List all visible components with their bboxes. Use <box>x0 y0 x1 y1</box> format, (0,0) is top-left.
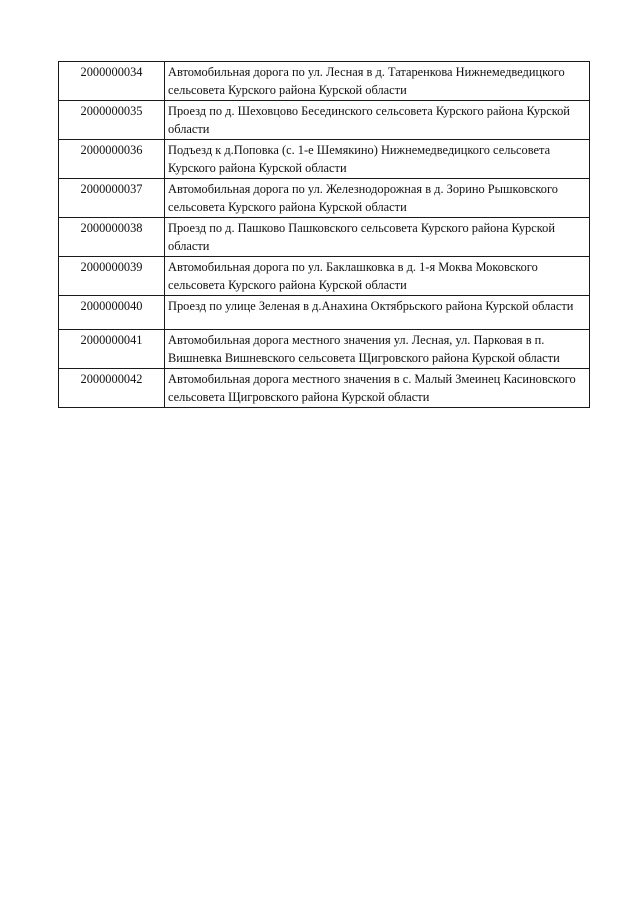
road-code-cell: 2000000041 <box>59 330 165 369</box>
road-code-cell: 2000000040 <box>59 296 165 330</box>
table-row <box>59 62 590 101</box>
road-name-cell: Проезд по д. Шеховцово Бесединского сельсовета Курского района Курской области <box>165 101 590 140</box>
road-name-cell: Проезд по улице Зеленая в д.Анахина Октябрьского района Курской области <box>165 296 590 330</box>
road-code-cell: 2000000034 <box>59 62 165 101</box>
table-row <box>59 140 590 179</box>
table-row <box>59 101 590 140</box>
table-row <box>59 330 590 369</box>
road-code-cell: 2000000036 <box>59 140 165 179</box>
road-code-cell: 2000000037 <box>59 179 165 218</box>
road-name-cell: Подъезд к д.Поповка (с. 1-е Шемякино) Нижнемедведицкого сельсовета Курского района Курской области <box>165 140 590 179</box>
road-name-cell: Автомобильная дорога по ул. Железнодорожная в д. Зорино Рышковского сельсовета Курского района Курской области <box>165 179 590 218</box>
table-row <box>59 218 590 257</box>
road-code-cell: 2000000038 <box>59 218 165 257</box>
road-name-cell: Автомобильная дорога по ул. Лесная в д. Татаренкова Нижнемедведицкого сельсовета Курского района Курской области <box>165 62 590 101</box>
road-name-cell: Автомобильная дорога местного значения ул. Лесная, ул. Парковая в п. Вишневка Вишневского сельсовета Щигровского района Курской области <box>165 330 590 369</box>
road-code-cell: 2000000042 <box>59 369 165 408</box>
road-name-cell: Автомобильная дорога местного значения в с. Малый Змеинец Касиновского сельсовета Щигровского района Курской области <box>165 369 590 408</box>
table-row <box>59 369 590 408</box>
road-code-cell: 2000000035 <box>59 101 165 140</box>
table-row <box>59 296 590 330</box>
table-row <box>59 179 590 218</box>
road-name-cell: Проезд по д. Пашково Пашковского сельсовета Курского района Курской области <box>165 218 590 257</box>
table-row <box>59 257 590 296</box>
road-name-cell: Автомобильная дорога по ул. Баклашковка в д. 1-я Моква Моковского сельсовета Курского района Курской области <box>165 257 590 296</box>
road-registry-table <box>58 61 590 408</box>
road-code-cell: 2000000039 <box>59 257 165 296</box>
road-registry-body <box>59 62 590 408</box>
